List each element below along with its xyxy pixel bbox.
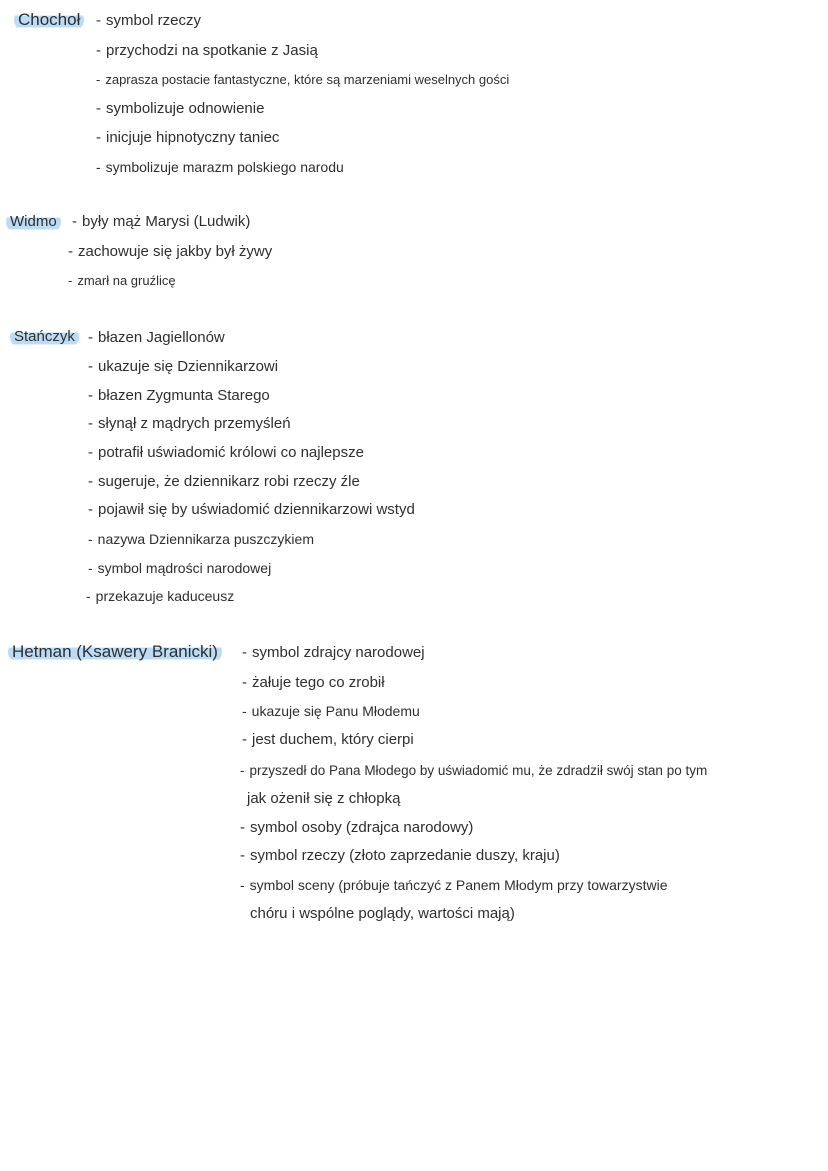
list-item: - inicjuje hipnotyczny taniec bbox=[96, 129, 280, 146]
list-item: - ukazuje się Panu Młodemu bbox=[242, 703, 420, 719]
section-heading-chochol: Chochoł bbox=[14, 9, 84, 31]
list-item: - symbol sceny (próbuje tańczyć z Panem Młodym przy towarzystwie bbox=[240, 877, 668, 893]
list-item: - symbol rzeczy bbox=[96, 12, 202, 29]
list-item: - ukazuje się Dziennikarzowi bbox=[88, 358, 279, 375]
list-item: - przyszedł do Pana Młodego by uświadomić mu, że zdradził swój stan po tym bbox=[240, 763, 708, 778]
list-item: - żałuje tego co zrobił bbox=[242, 674, 385, 691]
list-item: - sugeruje, że dziennikarz robi rzeczy źle bbox=[88, 473, 360, 490]
list-item: - symbol zdrajcy narodowej bbox=[242, 644, 425, 661]
list-item: - symbolizuje marazm polskiego narodu bbox=[96, 159, 344, 175]
list-item: - symbol mądrości narodowej bbox=[88, 560, 272, 576]
section-heading-hetman: Hetman (Ksawery Branicki) bbox=[8, 641, 222, 663]
list-item: - błazen Jagiellonów bbox=[88, 329, 225, 346]
section-heading-widmo: Widmo bbox=[6, 211, 61, 233]
list-item: - zaprasza postacie fantastyczne, które są marzeniami weselnych gości bbox=[96, 72, 510, 87]
list-item: - nazywa Dziennikarza puszczykiem bbox=[88, 531, 314, 547]
list-item: - słynął z mądrych przemyśleń bbox=[88, 415, 291, 432]
list-item: - symbol rzeczy (złoto zaprzedanie duszy, kraju) bbox=[240, 847, 560, 864]
list-item: - jest duchem, który cierpi bbox=[242, 731, 414, 748]
list-item-continuation: chóru i wspólne poglądy, wartości mają) bbox=[250, 905, 515, 922]
list-item: - symbolizuje odnowienie bbox=[96, 100, 265, 117]
list-item-continuation: jak ożenił się z chłopką bbox=[247, 790, 401, 807]
list-item: - błazen Zygmunta Starego bbox=[88, 387, 270, 404]
list-item: - symbol osoby (zdrajca narodowy) bbox=[240, 819, 474, 836]
list-item: - były mąż Marysi (Ludwik) bbox=[72, 213, 251, 230]
list-item: - przekazuje kaduceusz bbox=[86, 588, 235, 604]
list-item: - pojawił się by uświadomić dziennikarzowi wstyd bbox=[88, 501, 415, 518]
list-item: - zachowuje się jakby był żywy bbox=[68, 243, 273, 260]
list-item: - potrafił uświadomić królowi co najlepsze bbox=[88, 444, 364, 461]
list-item: - przychodzi na spotkanie z Jasią bbox=[96, 42, 318, 59]
section-heading-stanczyk: Stańczyk bbox=[10, 326, 79, 348]
list-item: - zmarł na gruźlicę bbox=[68, 273, 176, 288]
